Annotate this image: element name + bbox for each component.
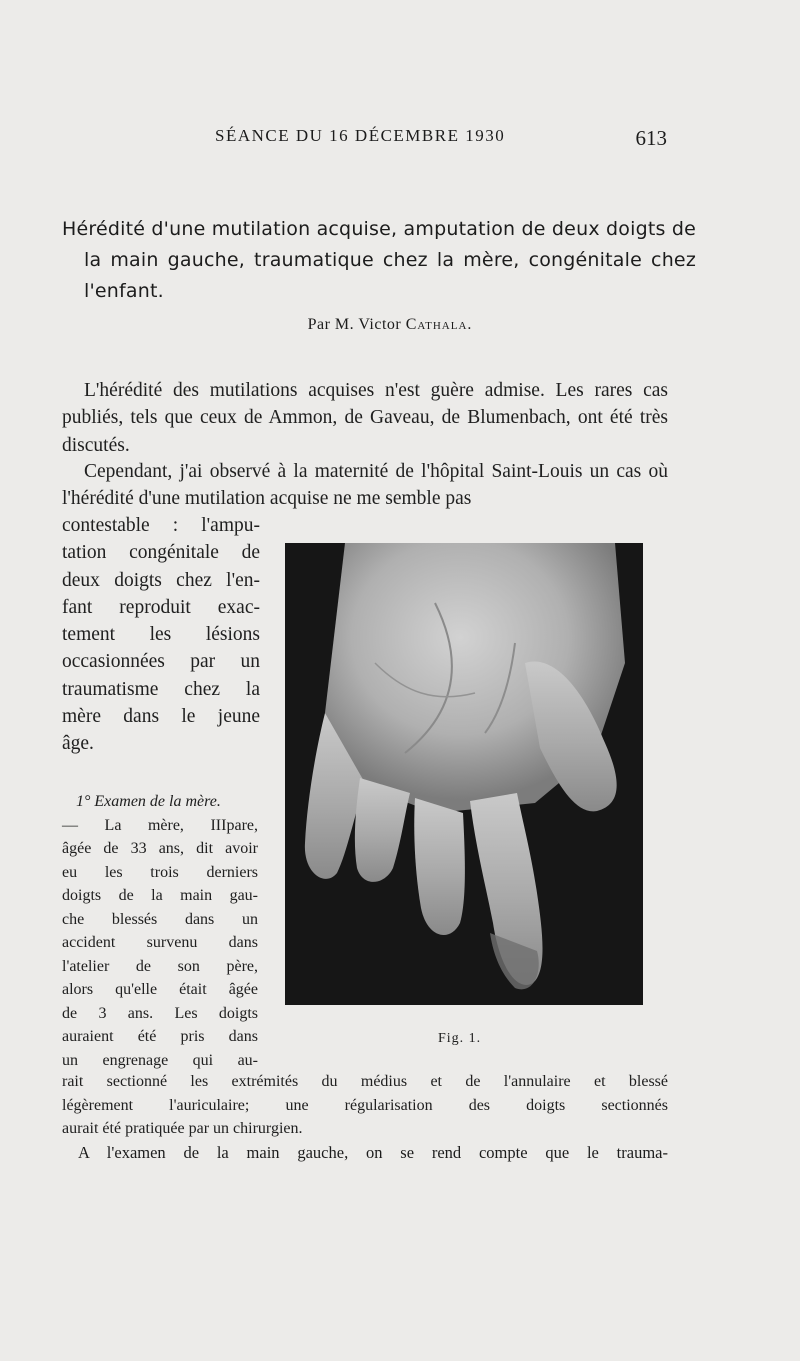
- section-full-line: légèrement l'auriculaire; une régularisation des doigts sectionnés: [62, 1096, 668, 1114]
- wrap-line: occasionnées par un: [62, 651, 260, 673]
- wrap-line: tement les lésions: [62, 624, 260, 646]
- section-full-line: rait sectionné les extrémités du médius et de l'annulaire et blessé: [62, 1073, 668, 1090]
- author-name: Cathala.: [405, 316, 473, 333]
- section-heading: 1° Examen de la mère.: [76, 793, 221, 810]
- figure-hand-photo: [285, 543, 643, 1005]
- author-prefix: Par M. Victor: [307, 316, 406, 333]
- wrap-line: tation congénitale de: [62, 542, 260, 564]
- section-line: auraient été pris dans: [62, 1028, 258, 1045]
- author-line: [0, 316, 800, 334]
- section-line: un engrenage qui au-: [62, 1051, 258, 1069]
- running-head: [0, 126, 800, 156]
- paragraph-2-wrap: [62, 512, 260, 758]
- paragraph-2: Cependant, j'ai observé à la maternité de l'hôpital Saint-Louis un cas où l'hérédité d'une mutilation acquise ne me semble pas: [62, 461, 668, 510]
- section-continuation: [62, 1070, 668, 1141]
- section-line: doigts de la main gau-: [62, 887, 258, 904]
- paragraph-1: L'hérédité des mutilations acquises n'est guère admise. Les rares cas publiés, tels que ceux de Ammon, de Gaveau, de Blumenbach, ont été très discutés.: [62, 380, 668, 456]
- section-line: de 3 ans. Les doigts: [62, 1004, 258, 1022]
- section-line: accident survenu dans: [62, 934, 258, 951]
- paragraph-last: A l'examen de la main gauche, on se rend compte que le trauma-: [78, 1143, 668, 1162]
- section-line: — La mère, IIIpare,: [62, 816, 258, 834]
- hand-photo-illustration: [285, 543, 643, 1005]
- section-mother-exam: [62, 790, 258, 1072]
- wrap-line: contestable : l'ampu-: [62, 515, 260, 536]
- article-title: Hérédité d'une mutilation acquise, amputation de deux doigts de la main gauche, traumatique chez la mère, congénitale chez l'enfant.: [62, 218, 696, 302]
- figure-caption: Fig. 1.: [438, 1031, 482, 1046]
- section-line: eu les trois derniers: [62, 863, 258, 881]
- section-line: l'atelier de son père,: [62, 957, 258, 975]
- running-head-title: SÉANCE DU 16 DÉCEMBRE 1930: [215, 126, 506, 145]
- section-line: che blessés dans un: [62, 910, 258, 928]
- section-full-line: aurait été pratiquée par un chirurgien.: [62, 1120, 303, 1137]
- section-line: alors qu'elle était âgée: [62, 981, 258, 998]
- wrap-line: deux doigts chez l'en-: [62, 569, 260, 591]
- wrap-line: mère dans le jeune: [62, 706, 260, 728]
- wrap-line: âge.: [62, 733, 94, 755]
- wrap-line: traumatisme chez la: [62, 678, 260, 700]
- wrap-line: fant reproduit exac-: [62, 596, 260, 618]
- section-line: âgée de 33 ans, dit avoir: [62, 840, 258, 857]
- page-number: 613: [635, 126, 667, 150]
